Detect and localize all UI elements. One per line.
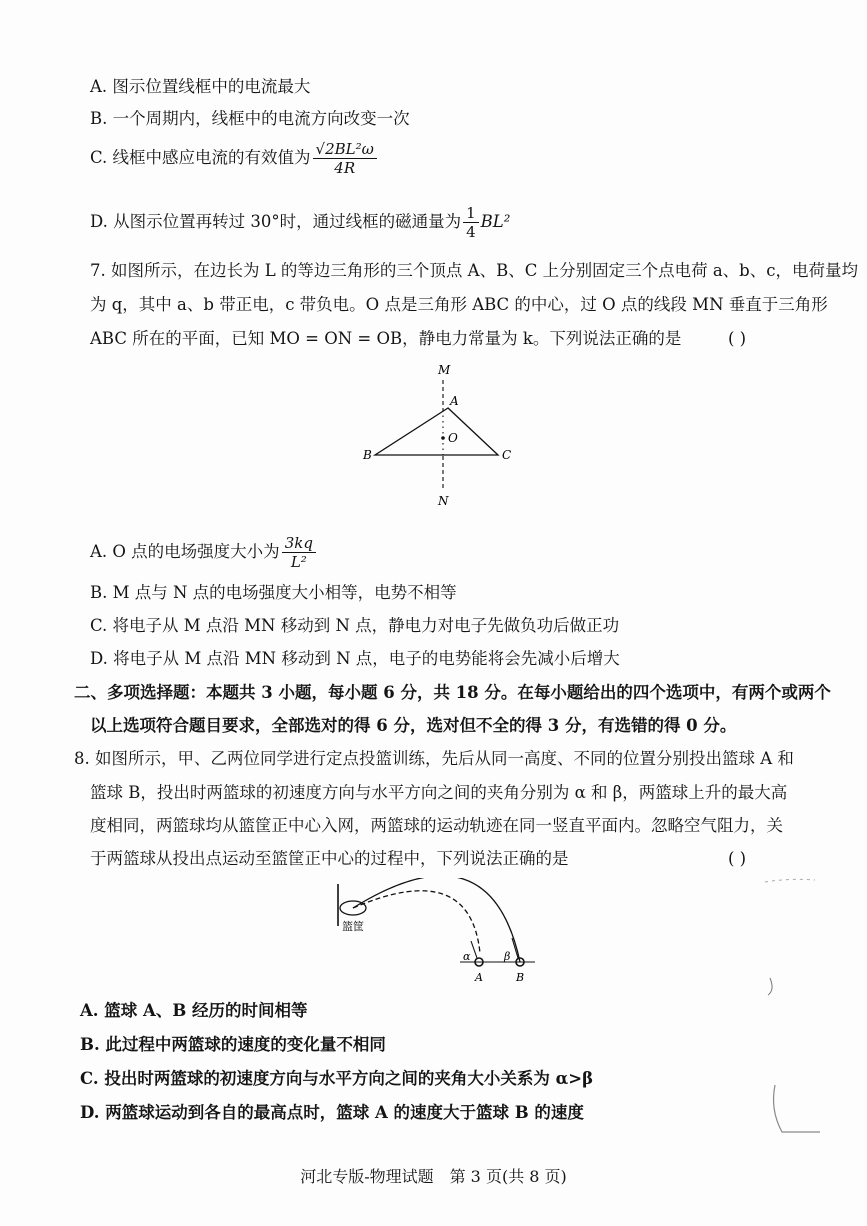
hoop-label: 篮筐 bbox=[342, 920, 364, 933]
scan-mark-top bbox=[765, 879, 815, 882]
q8-option-b: B. 此过程中两篮球的速度的变化量不相同 bbox=[80, 1035, 386, 1054]
section2-heading-line1: 二、多项选择题：本题共 3 小题，每小题 6 分，共 18 分。在每小题给出的四个选项中，有两个或两个 bbox=[74, 683, 831, 702]
q7-option-b: B. M 点与 N 点的电场强度大小相等，电势不相等 bbox=[90, 583, 457, 602]
label-c: C bbox=[502, 448, 512, 462]
q8-answer-paren: ( ) bbox=[728, 849, 747, 868]
page-footer: 河北专版-物理试题 第 3 页(共 8 页) bbox=[300, 1167, 567, 1186]
q6-option-d bbox=[90, 204, 510, 241]
label-ball-b: B bbox=[516, 971, 525, 984]
q8-option-d: D. 两篮球运动到各自的最高点时，篮球 A 的速度大于篮球 B 的速度 bbox=[80, 1103, 584, 1122]
velocity-arrow-a bbox=[471, 941, 477, 958]
label-m: M bbox=[438, 363, 451, 377]
q6-option-d-suffix: BL² bbox=[480, 212, 511, 231]
q6-c-numerator: √2BL²ω bbox=[313, 140, 377, 159]
triangle-abc bbox=[375, 408, 498, 455]
point-o bbox=[441, 436, 445, 440]
q6-option-c bbox=[90, 140, 379, 177]
q7-option-c: C. 将电子从 M 点沿 MN 移动到 N 点，静电力对电子先做负功后做正功 bbox=[90, 616, 620, 635]
q8-figure-basketball bbox=[330, 878, 540, 988]
scan-mark-mid bbox=[768, 978, 772, 995]
label-b: B bbox=[363, 448, 372, 462]
q7-a-denominator: L² bbox=[290, 553, 307, 571]
label-o: O bbox=[448, 431, 458, 445]
q6-d-denominator: 4 bbox=[466, 223, 476, 241]
q6-option-c-fraction bbox=[313, 140, 377, 177]
angle-beta-label: β bbox=[504, 950, 511, 963]
label-n: N bbox=[438, 494, 449, 508]
trajectory-a bbox=[353, 891, 480, 953]
label-a: A bbox=[450, 394, 459, 408]
q7-answer-paren: ( ) bbox=[728, 329, 747, 348]
trajectory-b bbox=[353, 878, 520, 962]
q7-stem-line2: 为 q，其中 a、b 带正电，c 带负电。O 点是三角形 ABC 的中心，过 O 点的线段 MN 垂直于三角形 bbox=[90, 295, 828, 314]
q7-stem-line3: ABC 所在的平面，已知 MO = ON = OB，静电力常量为 k。下列说法正确的是 bbox=[90, 329, 682, 348]
q6-d-numerator: 1 bbox=[463, 204, 479, 223]
q7-stem-line1: 7. 如图所示，在边长为 L 的等边三角形的三个顶点 A、B、C 上分别固定三个点电荷 a、b、c，电荷量均 bbox=[90, 261, 858, 280]
q8-stem-line4: 于两篮球从投出点运动至篮筐正中心的过程中，下列说法正确的是 bbox=[90, 849, 569, 868]
q6-option-b: B. 一个周期内，线框中的电流方向改变一次 bbox=[90, 109, 410, 128]
angle-alpha-label: α bbox=[463, 950, 471, 963]
q8-stem-line1: 8. 如图所示，甲、乙两位同学进行定点投篮训练，先后从同一高度、不同的位置分别投出篮球 A 和 bbox=[74, 749, 794, 768]
q7-option-a bbox=[90, 534, 318, 571]
q8-option-a: A. 篮球 A、B 经历的时间相等 bbox=[80, 1001, 308, 1020]
q8-stem-line2: 篮球 B，投出时两篮球的初速度方向与水平方向之间的夹角分别为 α 和 β，两篮球上升的最大高 bbox=[90, 783, 788, 802]
q7-option-a-text: A. O 点的电场强度大小为 bbox=[90, 542, 280, 561]
q6-option-d-fraction bbox=[463, 204, 479, 241]
q7-figure-triangle bbox=[355, 358, 525, 513]
q8-stem-line3: 度相同，两篮球均从篮筐正中心入网，两篮球的运动轨迹在同一竖直平面内。忽略空气阻力，关 bbox=[90, 816, 783, 835]
q6-c-denominator: 4R bbox=[334, 159, 356, 177]
q6-option-d-text: D. 从图示位置再转过 30°时，通过线框的磁通量为 bbox=[90, 212, 462, 231]
section2-heading-line2: 以上选项符合题目要求，全部选对的得 6 分，选对但不全的得 3 分，有选错的得 0 分。 bbox=[90, 716, 737, 735]
q8-option-c: C. 投出时两篮球的初速度方向与水平方向之间的夹角大小关系为 α>β bbox=[80, 1069, 594, 1088]
q7-option-d: D. 将电子从 M 点沿 MN 移动到 N 点，电子的电势能将会先减小后增大 bbox=[90, 649, 620, 668]
q7-a-numerator: 3kq bbox=[282, 534, 316, 553]
label-ball-a: A bbox=[475, 971, 483, 984]
q7-option-a-fraction bbox=[282, 534, 316, 571]
q6-option-c-text: C. 线框中感应电流的有效值为 bbox=[90, 148, 311, 167]
q6-option-a: A. 图示位置线框中的电流最大 bbox=[90, 77, 311, 96]
scan-mark-bottom bbox=[774, 1085, 820, 1132]
scan-artifacts bbox=[760, 870, 860, 1190]
